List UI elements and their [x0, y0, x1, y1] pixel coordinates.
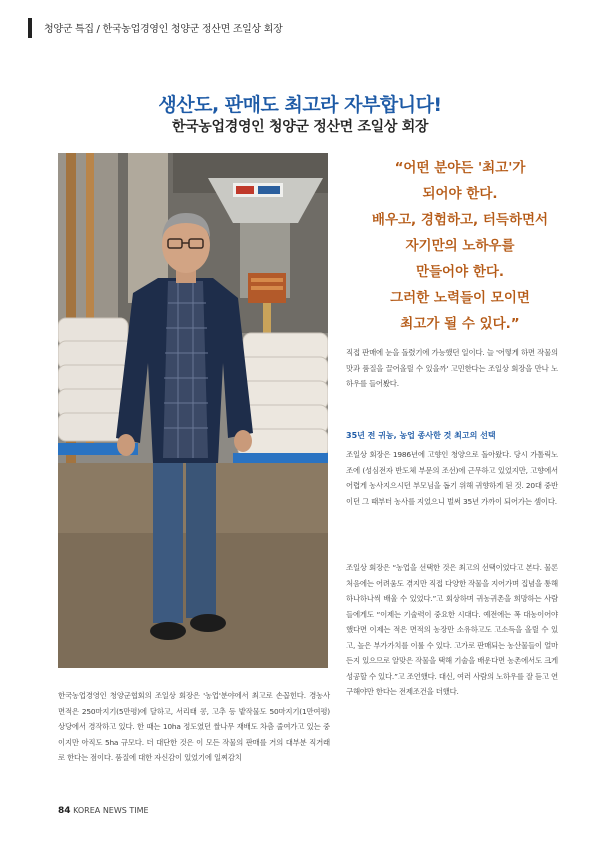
quote-line: 그러한 노력들이 모이면: [390, 290, 530, 306]
right-paragraph-2: 조일상 회장은 “농업을 선택한 것은 최고의 선택이었다고 본다. 물론 처음에는 어려움도 겪지만 직접 다양한 작물을 지어가며 집념을 통해 하나하나씩 배울 수 있었다.”고 회상하며 귀농귀촌을 희망하는 사람들에게도 “이제는 기술력이 중요한 시대다. 예전에는 폭 대농이어야 했다면 이제는 적은 면적의 농장만 소유하고도 고소득을 올릴 수 있고, 높은 부가가치를 이룰 수 있다. 고가로 판매되는 농산물들이 얼마든지 있으므로 알맞은 작물을 택해 기술을 배운다면 농촌에서도 크게 성공할 수 있다.”고 조언했다. 대신, 여러 사람의 노하우를 잘 듣고 연구해야만 한다는 전제조건을 더했다.: [346, 563, 558, 696]
right-paragraph-1: 조일상 회장은 1986년에 고향인 청양으로 돌아왔다. 당시 가톨릭노조에 (성심전자 반도체 부문의 조선)에 근무하고 있었지만, 고향에서 어렵게 농사지으시던 부모님을 돕기 위해 귀향하게 된 것. 20대 중반이던 그 때부터 농사를 지었으니 벌써 35년 가까이 되어가는 셈이다.: [346, 450, 558, 506]
quote-line: 만들어야 한다.: [415, 264, 505, 280]
page-number: 84: [58, 806, 71, 816]
section-header: 청양군 특집 / 한국농업경영인 청양군 정산면 조일상 회장: [44, 24, 283, 35]
article-title: 생산도, 판매도 최고라 자부합니다!: [158, 94, 442, 116]
interview-photo: [58, 153, 328, 668]
right-intro-paragraph: 직접 판매에 눈을 돌렸기에 가능했던 일이다. 늘 '어떻게 하면 작물의 맛과 품질을 끌어올릴 수 있을까' 고민한다는 조일상 회장을 만나 노하우를 들어봤다.: [346, 348, 558, 388]
quote-line: 되어야 한다.: [422, 186, 498, 202]
quote-line: “어떤 분야든 '최고'가: [394, 160, 526, 176]
left-paragraph: 한국농업경영인 청양군협회의 조일상 회장은 '농업'분야에서 최고로 손꼽힌다. 경농사 면적은 250마지기(5만평)에 달하고, 서리태 콩, 고추 등 밭작물도 50마지기(1만여평) 상당에서 경작하고 있다. 한 때는 10ha 정도였던 쌀나무 재배도 차츰 줄여가고 있는 중이지만 아직도 5ha 규모다. 더 대단한 것은 이 모든 작물의 판매를 거의 대부분 직거래로 한다는 점이다. 품질에 대한 자신감이 있었기에 일찌감치: [58, 691, 330, 762]
quote-line: 최고가 될 수 있다.”: [400, 316, 520, 332]
publication-name: KOREA NEWS TIME: [73, 806, 149, 815]
section-heading: 35년 전 귀농, 농업 종사한 것 최고의 선택: [346, 431, 496, 440]
quote-line: 배우고, 경험하고, 터득하면서: [371, 212, 549, 228]
article-subtitle: 한국농업경영인 청양군 정산면 조일상 회장: [171, 119, 429, 135]
quote-line: 자기만의 노하우를: [405, 238, 515, 254]
header-accent-bar: [28, 18, 32, 38]
page-footer: [58, 806, 149, 816]
pull-quote: [350, 155, 570, 337]
